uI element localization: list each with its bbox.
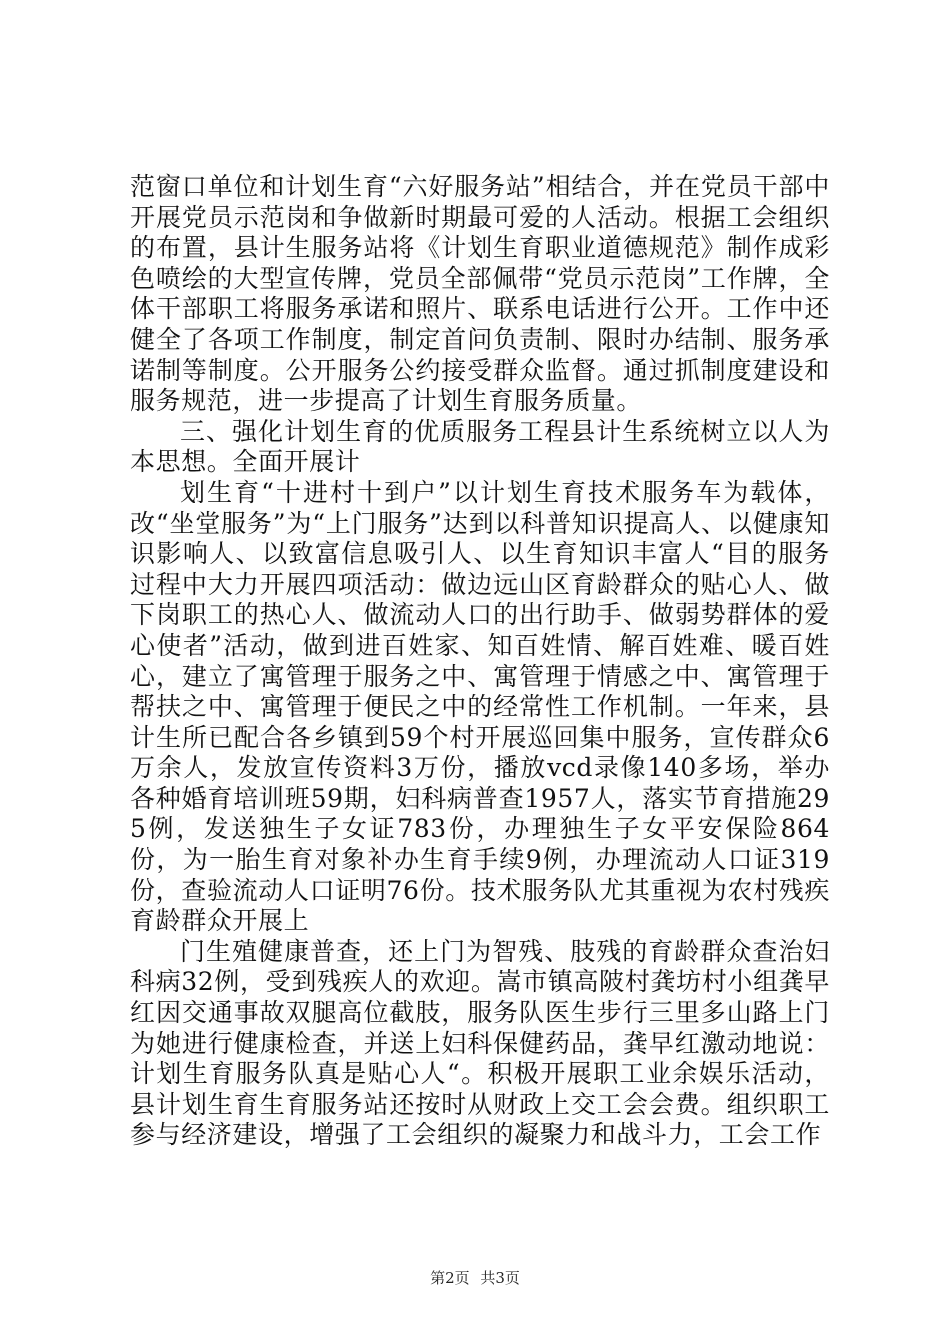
page-total: 共3页: [480, 1269, 520, 1287]
paragraph-3: 划生育“十进村十到户”以计划生育技术服务车为载体，改“坐堂服务”为“上门服务”达到以科普知识提高人、以健康知识影响人、以致富信息吸引人、以生育知识丰富人“目的服务过程中大力开展四项活动：做边远山区育龄群众的贴心人、做下岗职工的热心人、做流动人口的出行助手、做弱势群体的爱心使者”活动，做到进百姓家、知百姓情、解百姓难、暖百姓心，建立了寓管理于服务之中、寓管理于情感之中、寓管理于帮扶之中、寓管理于便民之中的经常性工作机制。一年来，县计生所已配合各乡镇到59个村开展巡回集中服务，宣传群众6万余人，发放宣传资料3万份，播放vcd录像140多场，举办各种婚育培训班59期，妇科病普查1957人，落实节育措施295例，发送独生子女证783份，办理独生子女平安保险864份，为一胎生育对象补办生育手续9例，办理流动人口证319份，查验流动人口证明76份。技术服务队尤其重视为农村残疾育龄群众开展上: [130, 477, 830, 936]
page-footer: [0, 1268, 950, 1288]
document-body: [130, 172, 830, 1151]
paragraph-4: 门生殖健康普查，还上门为智残、肢残的育龄群众查治妇科病32例，受到残疾人的欢迎。嵩市镇高陂村龚坊村小组龚早红因交通事故双腿高位截肢，服务队医生步行三里多山路上门为她进行健康检查，并送上妇科保健药品，龚早红激动地说：计划生育服务队真是贴心人“。积极开展职工业余娱乐活动，县计划生育生育服务站还按时从财政上交工会会费。组织职工参与经济建设，增强了工会组织的凝聚力和战斗力，工会工作: [130, 936, 830, 1150]
paragraph-1: 范窗口单位和计划生育“六好服务站”相结合，并在党员干部中开展党员示范岗和争做新时期最可爱的人活动。根据工会组织的布置，县计生服务站将《计划生育职业道德规范》制作成彩色喷绘的大型宣传牌，党员全部佩带“党员示范岗”工作牌，全体干部职工将服务承诺和照片、联系电话进行公开。工作中还健全了各项工作制度，制定首问负责制、限时办结制、服务承诺制等制度。公开服务公约接受群众监督。通过抓制度建设和服务规范，进一步提高了计划生育服务质量。: [130, 172, 830, 416]
page-number: 第2页: [430, 1269, 470, 1287]
paragraph-2: 三、强化计划生育的优质服务工程县计生系统树立以人为本思想。全面开展计: [130, 416, 830, 477]
